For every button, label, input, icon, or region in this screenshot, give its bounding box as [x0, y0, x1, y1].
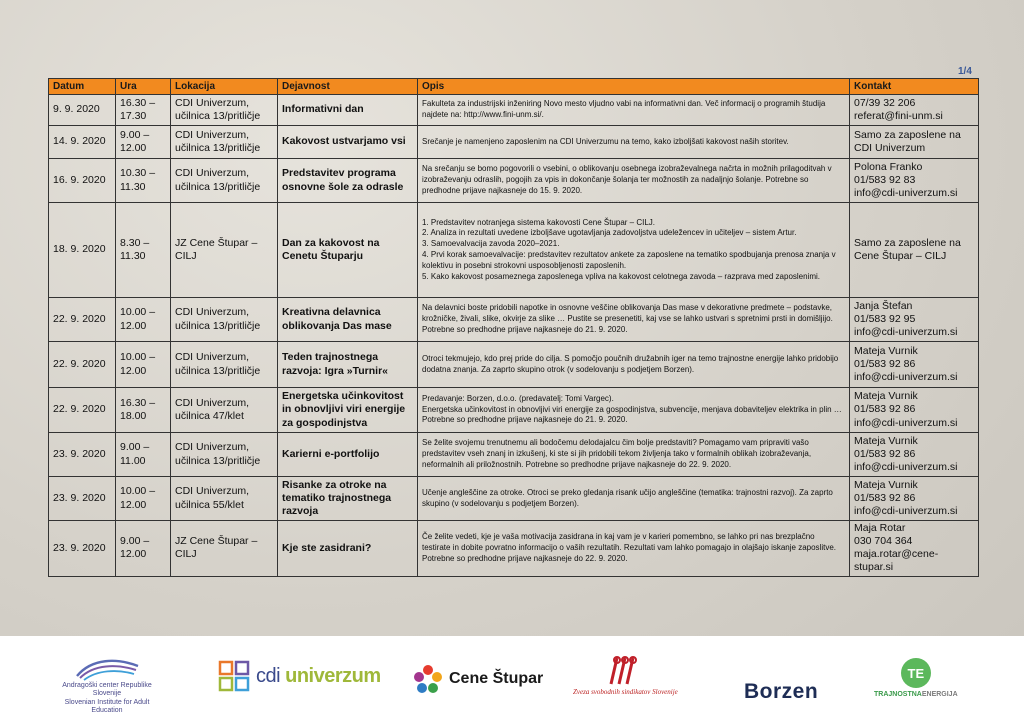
cell-ura: 9.00 – 11.00: [120, 441, 150, 467]
cell-datum: 22. 9. 2020: [49, 298, 116, 342]
te-line1: TRAJNOSTNA: [874, 691, 922, 698]
cell-dejavnost: Karierni e-portfolijo: [278, 433, 418, 477]
cell-datum: 23. 9. 2020: [49, 521, 116, 577]
cell-lokacija: CDI Univerzum, učilnica 13/pritličje: [175, 167, 261, 193]
cell-opis: 1. Predstavitev notranjega sistema kakovosti Cene Štupar – CILJ. 2. Analiza in rezultati uvedene izboljšave ugotavljanja zadovoljstva udeležencev in učiteljev – sistem Artur. 3. Samoevalvacija zavoda 2020–2021. 4. Prvi korak samoevalvacije: predstavitev rezultatov ankete za zaposlene na tematiko spodbujanja prenosa znanja v kolektivu in posebni strokovni usposobljenosti zaposlenih. 5. Kako kakovost posameznega zaposlenega vpliva na kakovost celotnega zavoda – razprava med zaposlenimi.: [422, 217, 836, 281]
cell-datum: 22. 9. 2020: [49, 342, 116, 388]
cell-kontakt: Mateja Vurnik 01/583 92 86 info@cdi-univerzum.si: [854, 344, 958, 384]
cell-opis: Fakulteta za industrijski inženiring Novo mesto vljudno vabi na informativni dan. Več informacij o programih študija najdete na: http://www.fini-unm.si/.: [418, 95, 850, 126]
cell-kontakt: Maja Rotar 030 704 364 maja.rotar@cene- stupar.si: [854, 522, 939, 574]
cell-opis: Na srečanju se bomo pogovorili o vsebini, o oblikovanju osebnega izobraževalnega načrta in možnih prilagoditvah v izobraževanju odraslih, pogojih za vpis in dokončanje šolanja ter možnostih za nadaljnjo šolanje. Potrebne so predhodne prijave najkasneje do 15. 9. 2020.: [418, 159, 850, 203]
zveza-name: Zveza svobodnih sindikatov Slovenije: [573, 688, 678, 696]
acs-line1: Andragoški center Republike Slovenije: [62, 682, 152, 698]
table-header-row: [49, 79, 979, 95]
table-row: [49, 433, 979, 477]
cell-dejavnost: Kakovost ustvarjamo vsi: [278, 126, 418, 159]
cell-kontakt: Janja Štefan 01/583 92 95 info@cdi-univerzum.si: [854, 299, 958, 339]
table-row: [49, 521, 979, 577]
cell-dejavnost: Predstavitev programa osnovne šole za odrasle: [278, 159, 418, 203]
cell-dejavnost: Informativni dan: [278, 95, 418, 126]
acs-logo: [52, 656, 162, 716]
table-row: [49, 203, 979, 298]
cell-ura: 10.00 – 12.00: [120, 351, 156, 377]
cell-ura: 9.00 – 12.00: [120, 128, 150, 154]
table-row: [49, 95, 979, 126]
cdi-univerzum-logo: [218, 660, 381, 692]
table-row: [49, 388, 979, 433]
borzen-name: Borzen: [744, 680, 819, 703]
cell-lokacija: CDI Univerzum, učilnica 13/pritličje: [175, 96, 261, 122]
cene-stupar-name: Cene Štupar: [449, 670, 544, 687]
cell-ura: 16.30 – 17.30: [120, 96, 156, 122]
cell-opis: Srečanje je namenjeno zaposlenim na CDI Univerzumu na temo, kako izboljšati kakovost naših storitev.: [418, 126, 850, 159]
cell-ura: 9.00 – 12.00: [120, 535, 150, 561]
trajnostna-energija-logo: [874, 658, 958, 698]
waves-icon: [72, 656, 142, 682]
cell-lokacija: CDI Univerzum, učilnica 55/klet: [175, 485, 250, 511]
cell-kontakt: 07/39 32 206 referat@fini-unm.si: [854, 96, 943, 122]
cell-lokacija: CDI Univerzum, učilnica 47/klet: [175, 396, 250, 422]
zveza-sindikatov-logo: [573, 654, 678, 696]
cell-lokacija: CDI Univerzum, učilnica 13/pritličje: [175, 128, 261, 154]
header-lokacija: Lokacija: [171, 79, 278, 95]
cell-ura: 10.00 – 12.00: [120, 485, 156, 511]
cell-ura: 10.00 – 12.00: [120, 306, 156, 332]
cell-lokacija: JZ Cene Štupar – CILJ: [175, 535, 258, 561]
cell-dejavnost: Teden trajnostnega razvoja: Igra »Turnir«: [278, 342, 418, 388]
cell-datum: 23. 9. 2020: [49, 477, 116, 521]
cell-opis: Se želite svojemu trenutnemu ali bodočemu delodajalcu čim bolje predstaviti? Pomagamo vam pripraviti vašo predstavitev vseh znanj in izkušenj, ki ste si jih pridobili tekom življenja tako v formalnih oblikah izobraževanja, neformalnih ali priložnostnih. Potrebne so predhodne prijave najkasneje do 22. 9. 2020.: [418, 433, 850, 477]
table-row: [49, 342, 979, 388]
cell-datum: 16. 9. 2020: [49, 159, 116, 203]
schedule-table: [48, 78, 979, 577]
cell-dejavnost: Kreativna delavnica oblikovanja Das mase: [278, 298, 418, 342]
cdi-prefix: cdi: [256, 664, 286, 687]
page-number: 1/4: [958, 66, 972, 77]
partner-logos-strip: [0, 636, 1024, 724]
cell-ura: 10.30 – 11.30: [120, 167, 156, 193]
cell-opis: Predavanje: Borzen, d.o.o. (predavatelj: Tomi Vargec). Energetska učinkovitost in obnovljivi viri energije za gospodinjstva, subvencije, menjava dobaviteljev elektrika in plin … Potrebne so predhodne prijave najkasneje do 21. 9. 2020.: [422, 393, 842, 425]
te-badge-icon: [901, 658, 931, 688]
cell-kontakt: Mateja Vurnik 01/583 92 86 info@cdi-univerzum.si: [854, 478, 958, 518]
table-row: [49, 159, 979, 203]
header-dejavnost: Dejavnost: [278, 79, 418, 95]
cell-dejavnost: Energetska učinkovitost in obnovljivi viri energije za gospodinjstva: [278, 388, 418, 433]
cell-opis: Če želite vedeti, kje je vaša motivacija zasidrana in kaj vam je v karieri pomembno, se lahko pri nas brezplačno testirate in dobite povratno informacijo o vaših rezultatih. Rezultati vam lahko pomagajo in olajšajo iskanje zaposlitve. Potrebne so predhodne prijave najkasneje do 22. 9. 2020.: [418, 521, 850, 577]
acs-line2: Slovenian Institute for Adult Education: [64, 698, 150, 715]
cell-opis: Učenje angleščine za otroke. Otroci se preko gledanja risank učijo angleščine (tematika: trajnostni razvoj). Za zaprto skupino (v sodelovanju s podjetjem Borzen).: [418, 477, 850, 521]
cell-ura: 16.30 – 18.00: [120, 396, 156, 422]
flower-icon: [413, 664, 443, 694]
header-opis: Opis: [418, 79, 850, 95]
union-emblem-icon: [605, 654, 645, 688]
cell-datum: 14. 9. 2020: [49, 126, 116, 159]
header-ura: Ura: [116, 79, 171, 95]
cell-kontakt: Samo za zaposlene na Cene Štupar – CILJ: [854, 236, 961, 262]
cell-lokacija: CDI Univerzum, učilnica 13/pritličje: [175, 441, 261, 467]
cell-dejavnost: Risanke za otroke na tematiko trajnostnega razvoja: [278, 477, 418, 521]
cell-datum: 23. 9. 2020: [49, 433, 116, 477]
cell-dejavnost: Kje ste zasidrani?: [278, 521, 418, 577]
cell-datum: 22. 9. 2020: [49, 388, 116, 433]
header-datum: Datum: [49, 79, 116, 95]
cell-dejavnost: Dan za kakovost na Cenetu Štuparju: [278, 203, 418, 298]
cell-datum: 9. 9. 2020: [49, 95, 116, 126]
cell-kontakt: Mateja Vurnik 01/583 92 86 info@cdi-univerzum.si: [854, 390, 958, 429]
cell-kontakt: Samo za zaposlene na CDI Univerzum: [854, 128, 961, 154]
borzen-logo: [744, 680, 818, 704]
cell-kontakt: Polona Franko 01/583 92 83 info@cdi-univerzum.si: [854, 160, 958, 200]
cell-datum: 18. 9. 2020: [49, 203, 116, 298]
cell-lokacija: JZ Cene Štupar – CILJ: [175, 236, 258, 262]
cell-ura: 8.30 – 11.30: [120, 236, 150, 262]
cell-lokacija: CDI Univerzum, učilnica 13/pritličje: [175, 351, 261, 377]
table-row: [49, 126, 979, 159]
cene-stupar-logo: [413, 664, 543, 694]
cell-kontakt: Mateja Vurnik 01/583 92 86 info@cdi-univerzum.si: [854, 434, 958, 474]
cdi-suffix: univerzum: [285, 664, 381, 687]
cdi-grid-icon: [218, 660, 250, 692]
cell-opis: Otroci tekmujejo, kdo prej pride do cilja. S pomočjo poučnih družabnih iger na temo trajnostne energije lahko pridobijo dodatna znanja. Za zaprto skupino otrok (v sodelovanju s podjetjem Borzen).: [418, 342, 850, 388]
te-line2: ENERGIJA: [921, 691, 958, 698]
cell-lokacija: CDI Univerzum, učilnica 13/pritličje: [175, 306, 261, 332]
te-badge-label: TE: [907, 665, 925, 681]
table-row: [49, 477, 979, 521]
cell-opis: Na delavnici boste pridobili napotke in osnovne veščine oblikovanja Das mase v dekorativne predmete – podstavke, krožničke, živali, slike, okvirje za slike … Pustite se presenetiti, kaj vse se lahko ustvari s spretnimi prsti in domišljijo. Potrebne so predhodne prijave najkasneje do 21. 9. 2020.: [418, 298, 850, 342]
table-row: [49, 298, 979, 342]
header-kontakt: Kontakt: [850, 79, 979, 95]
